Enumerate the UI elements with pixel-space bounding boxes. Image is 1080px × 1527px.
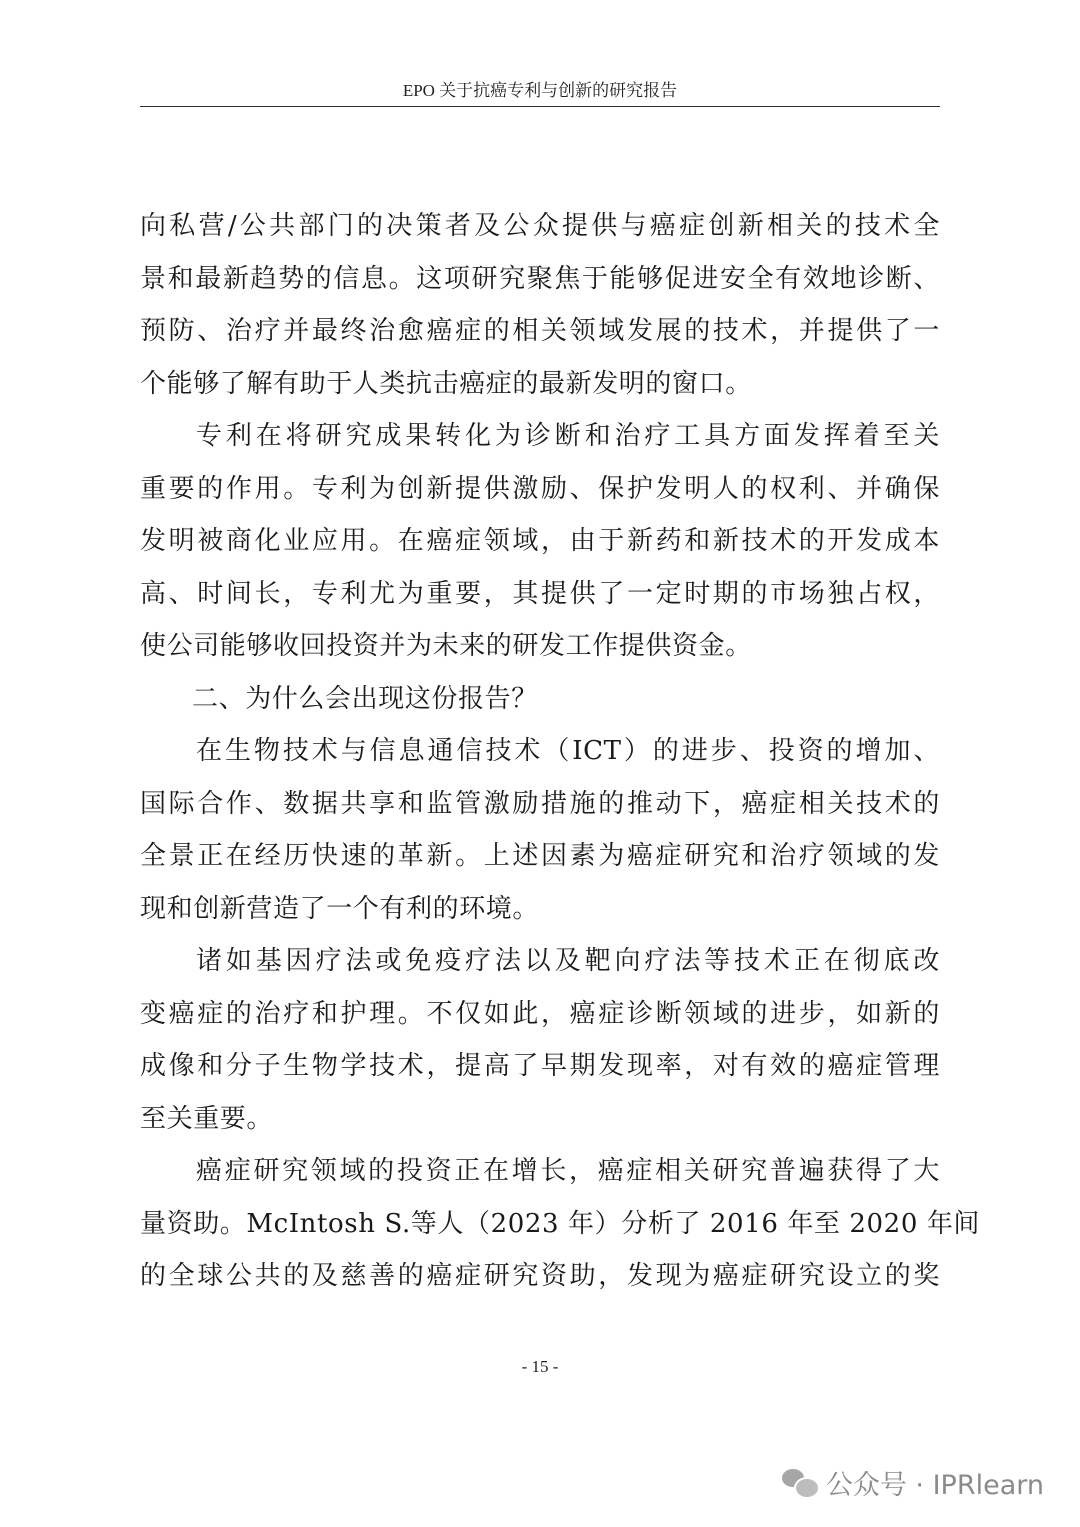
text-line: 变癌症的治疗和护理。不仅如此，癌症诊断领域的进步，如新的 bbox=[140, 998, 940, 1029]
paragraph bbox=[140, 725, 940, 935]
text-line: 成像和分子生物学技术，提高了早期发现率，对有效的癌症管理 bbox=[140, 1051, 940, 1081]
text-line: 诸如基因疗法或免疫疗法以及靶向疗法等技术正在彻底改 bbox=[196, 946, 940, 976]
text-line: 重要的作用。专利为创新提供激励、保护发明人的权利、并确保 bbox=[140, 473, 940, 504]
body-text bbox=[140, 200, 981, 1303]
text-line: 景和最新趋势的信息。这项研究聚焦于能够促进安全有效地诊断、 bbox=[140, 263, 940, 294]
paragraph bbox=[140, 1145, 981, 1303]
text-line: 癌症研究领域的投资正在增长，癌症相关研究普遍获得了大 bbox=[196, 1156, 940, 1186]
text-line: 使公司能够收回投资并为未来的研发工作提供资金。 bbox=[140, 631, 752, 661]
wechat-icon bbox=[782, 1467, 816, 1497]
text-line: 在生物技术与信息通信技术（ICT）的进步、投资的增加、 bbox=[196, 736, 940, 766]
text-line: 全景正在经历快速的革新。上述因素为癌症研究和治疗领域的发 bbox=[140, 841, 940, 871]
watermark-text: 公众号 · IPRlearn bbox=[825, 1469, 1044, 1501]
text-line: 预防、治疗并最终治愈癌症的相关领域发展的技术，并提供了一 bbox=[140, 316, 940, 346]
text-line: 量资助。McIntosh S.等人（2023 年）分析了 2016 年至 2020 年间 bbox=[140, 1208, 981, 1239]
text-line: 至关重要。 bbox=[140, 1103, 274, 1134]
text-line: 发明被商化业应用。在癌症领域，由于新药和新技术的开发成本 bbox=[140, 526, 940, 556]
text-line: 高、时间长，专利尤为重要，其提供了一定时期的市场独占权， bbox=[140, 578, 940, 609]
paragraph bbox=[140, 410, 940, 673]
paragraph bbox=[140, 200, 940, 410]
section-heading: 二、为什么会出现这份报告？ bbox=[192, 683, 538, 714]
text-line: 向私营/公共部门的决策者及公众提供与癌症创新相关的技术全 bbox=[140, 211, 940, 241]
text-line: 国际合作、数据共享和监管激励措施的推动下，癌症相关技术的 bbox=[140, 788, 940, 819]
text-line: 的全球公共的及慈善的癌症研究资助，发现为癌症研究设立的奖 bbox=[140, 1261, 940, 1291]
text-line: 现和创新营造了一个有利的环境。 bbox=[140, 893, 540, 924]
text-line: 个能够了解有助于人类抗击癌症的最新发明的窗口。 bbox=[140, 368, 752, 399]
header-rule bbox=[140, 106, 940, 107]
paragraph bbox=[140, 935, 940, 1145]
page-number: - 15 - bbox=[521, 1357, 559, 1376]
text-line: 专利在将研究成果转化为诊断和治疗工具方面发挥着至关 bbox=[196, 421, 940, 451]
page-header: EPO 关于抗癌专利与创新的研究报告 bbox=[402, 81, 678, 100]
watermark bbox=[782, 1462, 1044, 1502]
